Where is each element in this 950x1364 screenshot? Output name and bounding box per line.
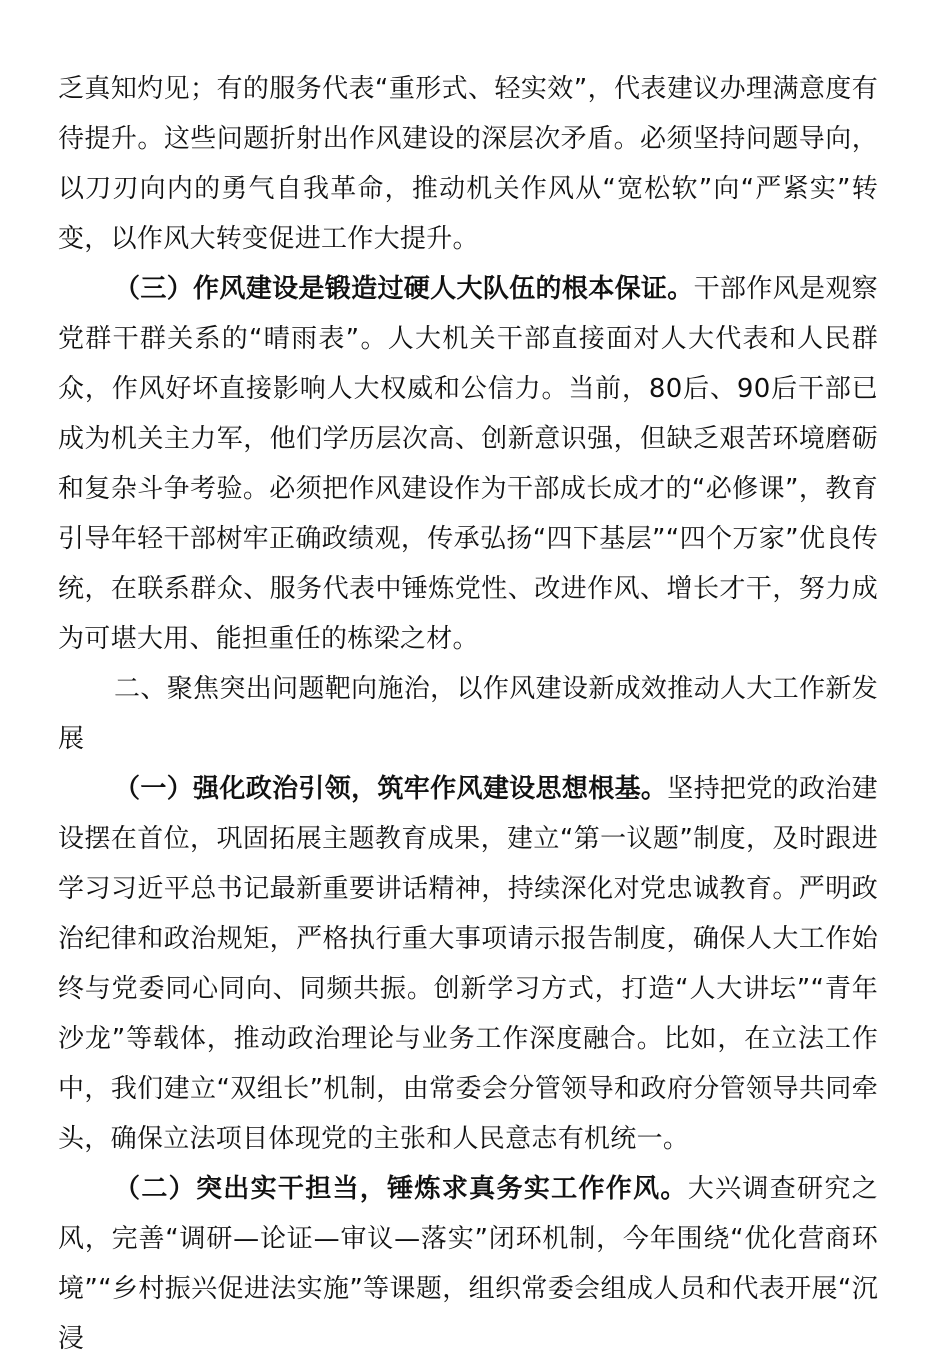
paragraph-bold-lead: （一）强化政治引领，筑牢作风建设思想根基。 <box>114 774 668 804</box>
paragraph-subsection-2 <box>58 1164 878 1364</box>
section-heading-text: 二、聚焦突出问题靶向施治，以作风建设新成效推动人大工作新发展 <box>58 674 878 754</box>
paragraph-section-3 <box>58 264 878 664</box>
paragraph-text: 乏真知灼见；有的服务代表“重形式、轻实效”，代表建议办理满意度有待提升。这些问题折射出作风建设的深层次矛盾。必须坚持问题导向，以刀刃向内的勇气自我革命，推动机关作风从“宽松软”向“严紧实”转变，以作风大转变促进工作大提升。 <box>58 74 878 254</box>
paragraph-subsection-1 <box>58 764 878 1164</box>
paragraph-text: 干部作风是观察党群干群关系的“晴雨表”。人大机关干部直接面对人大代表和人民群众，作风好坏直接影响人大权威和公信力。当前，80后、90后干部已成为机关主力军，他们学历层次高、创新意识强，但缺乏艰苦环境磨砺和复杂斗争考验。必须把作风建设作为干部成长成才的“必修课”，教育引导年轻干部树牢正确政绩观，传承弘扬“四下基层”“四个万家”优良传统，在联系群众、服务代表中锤炼党性、改进作风、增长才干，努力成为可堪大用、能担重任的栋梁之材。 <box>58 274 878 654</box>
paragraph-continuation <box>58 64 878 264</box>
paragraph-bold-lead: （二）突出实干担当，锤炼求真务实工作作风。 <box>114 1174 688 1204</box>
paragraph-text: 大兴调查研究之风，完善“调研—论证—审议—落实”闭环机制，今年围绕“优化营商环境”“乡村振兴促进法实施”等课题，组织常委会组成人员和代表开展“沉浸 <box>58 1174 878 1354</box>
section-heading-2 <box>58 664 878 764</box>
paragraph-text: 坚持把党的政治建设摆在首位，巩固拓展主题教育成果，建立“第一议题”制度，及时跟进学习习近平总书记最新重要讲话精神，持续深化对党忠诚教育。严明政治纪律和政治规矩，严格执行重大事项请示报告制度，确保人大工作始终与党委同心同向、同频共振。创新学习方式，打造“人大讲坛”“青年沙龙”等载体，推动政治理论与业务工作深度融合。比如，在立法工作中，我们建立“双组长”机制，由常委会分管领导和政府分管领导共同牵头，确保立法项目体现党的主张和人民意志有机统一。 <box>58 774 878 1154</box>
document-body <box>58 64 878 1364</box>
paragraph-bold-lead: （三）作风建设是锻造过硬人大队伍的根本保证。 <box>114 274 694 304</box>
